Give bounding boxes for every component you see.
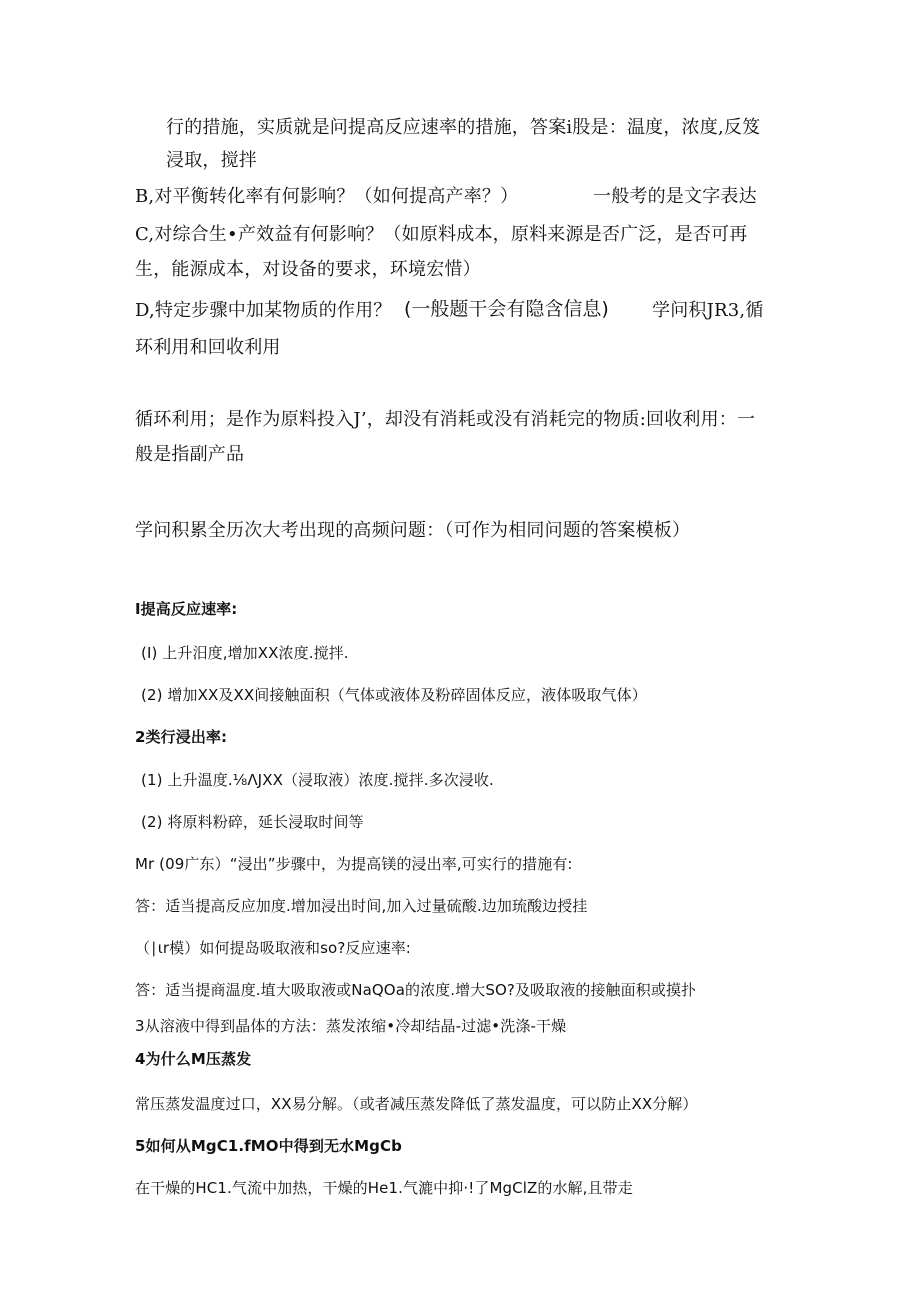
text-line: Mr (09广东）“浸出”步骤中，为提高镁的浸出率,可实行的措施有: <box>135 855 573 873</box>
text-line: 环利用和回收利用 <box>135 337 281 358</box>
text-line: 般是指副产品 <box>135 444 245 465</box>
text-line: 行的措施，实质就是问提高反应速率的措施，答案i股是：温度，浓度,反笈 <box>166 117 761 138</box>
text-line: 4为什么M压蒸发 <box>135 1050 252 1068</box>
text-line: 3从溶液中得到晶体的方法：蒸发浓缩•冷却结晶-过滤•洗涤-干燥 <box>135 1017 567 1035</box>
text-line: 2类行浸出率: <box>135 728 228 746</box>
text-line: (I) 上升汨度,增加XX浓度.搅拌. <box>141 644 349 662</box>
text-line: (一般题干会有隐含信息) <box>404 298 609 320</box>
text-line: 生，能源成本，对设备的要求，环境宏惜） <box>135 259 481 280</box>
text-line: 浸取，搅拌 <box>166 150 257 171</box>
text-line: D,特定步骤中加某物质的作用？ <box>135 300 392 321</box>
text-line: 答：适当提商温度.埴大吸取液或NaQOa的浓度.增大SO?及吸取液的接触面积或摸扑 <box>135 981 697 999</box>
text-line: (2) 将原料粉碎，延长浸取时间等 <box>141 813 364 831</box>
text-line: 学问积累全历次大考出现的高频问题：（可作为相同问题的答案模板） <box>135 520 691 541</box>
text-line: 5如何从MgC1.fMO中得到无水MgCb <box>135 1137 402 1155</box>
text-line: I提高反应速率: <box>135 600 238 618</box>
text-line: （∣ιr模）如何提岛吸取液和so?反应速率: <box>135 939 411 957</box>
text-line: 常压蒸发温度过口，XX易分解。（或者减压蒸发降低了蒸发温度，可以防止XX分解） <box>135 1095 698 1113</box>
text-line: 答：适当提高反应加度.增加浸出时间,加入过量硫酸.边加琉酸边授挂 <box>135 897 588 915</box>
text-line: 在干燥的HC1.气流中加热，干燥的He1.气漉中抑·!了MgClZ的水解,且带走 <box>135 1179 633 1197</box>
text-line: C,对综合生•产效益有何影响？（如原料成本，原料来源是否广泛，是否可再 <box>135 224 748 245</box>
text-line: (1) 上升温度.⅛ΛJXX（浸取液）浓度.搅拌.多次浸收. <box>141 771 494 789</box>
text-line: 学问积JR3,循 <box>652 300 764 321</box>
text-line: 一般考的是文字表达 <box>593 186 757 207</box>
text-line: 循环利用；是作为原料投入J’，却没有消耗或没有消耗完的物质:回收利用：一 <box>135 409 756 430</box>
text-line: B,对平衡转化率有何影响？（如何提高产率？） <box>135 186 519 207</box>
text-line: (2) 增加XX及XX间接触面积（气体或液体及粉碎固体反应，液体吸取气体） <box>141 686 647 704</box>
